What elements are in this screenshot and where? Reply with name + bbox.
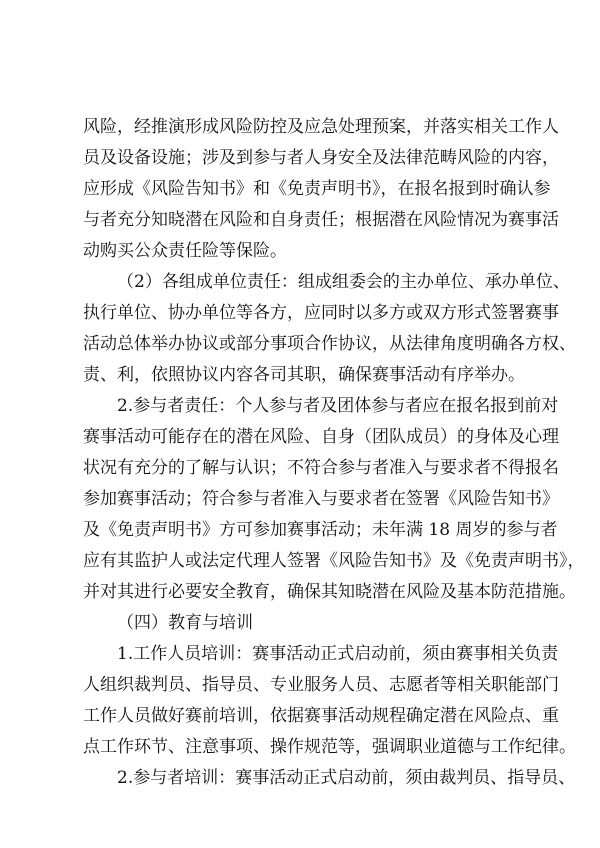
text-line: 状况有充分的了解与认识；不符合参与者准入与要求者不得报名: [83, 458, 559, 478]
section-heading: （四）教育与培训: [117, 613, 253, 633]
text-line: 应形成《风险告知书》和《免责声明书》，在报名报到时确认参: [83, 179, 551, 199]
text-line: 并对其进行必要安全教育，确保其知晓潜在风险及基本防范措施。: [83, 582, 576, 602]
paragraph-start-line: 2.参与者责任：个人参与者及团体参与者应在报名报到前对: [117, 396, 559, 416]
text-line: 点工作环节、注意事项、操作规范等，强调职业道德与工作纪律。: [83, 737, 576, 757]
text-line: 责、利，依照协议内容各司其职，确保赛事活动有序举办。: [83, 365, 525, 385]
text-line: 赛事活动可能存在的潜在风险、自身（团队成员）的身体及心理: [83, 427, 559, 447]
text-line: 应有其监护人或法定代理人签署《风险告知书》及《免责声明书》，: [83, 551, 585, 571]
text-line: 参加赛事活动；符合参与者准入与要求者在签署《风险告知书》: [83, 489, 559, 509]
paragraph-start-line: 1.工作人员培训：赛事活动正式启动前，须由赛事相关负责: [117, 644, 559, 664]
paragraph-start-line: （2）各组成单位责任：组成组委会的主办单位、承办单位、: [117, 272, 570, 292]
text-line: 人组织裁判员、指导员、专业服务人员、志愿者等相关职能部门: [83, 675, 559, 695]
paragraph-start-line: 2.参与者培训：赛事活动正式启动前，须由裁判员、指导员、: [117, 768, 576, 788]
text-line: 风险，经推演形成风险防控及应急处理预案，并落实相关工作人: [83, 117, 559, 137]
text-line: 执行单位、协办单位等各方，应同时以多方或双方形式签署赛事: [83, 303, 559, 323]
text-line: 与者充分知晓潜在风险和自身责任；根据潜在风险情况为赛事活: [83, 210, 559, 230]
text-line: 及《免责声明书》方可参加赛事活动；未年满 18 周岁的参与者: [83, 520, 558, 540]
text-line: 工作人员做好赛前培训，依据赛事活动规程确定潜在风险点、重: [83, 706, 559, 726]
text-line: 员及设备设施；涉及到参与者人身安全及法律范畴风险的内容，: [83, 148, 559, 168]
text-line: 活动总体举办协议或部分事项合作协议，从法律角度明确各方权、: [83, 334, 576, 354]
text-line: 动购买公众责任险等保险。: [83, 241, 287, 261]
